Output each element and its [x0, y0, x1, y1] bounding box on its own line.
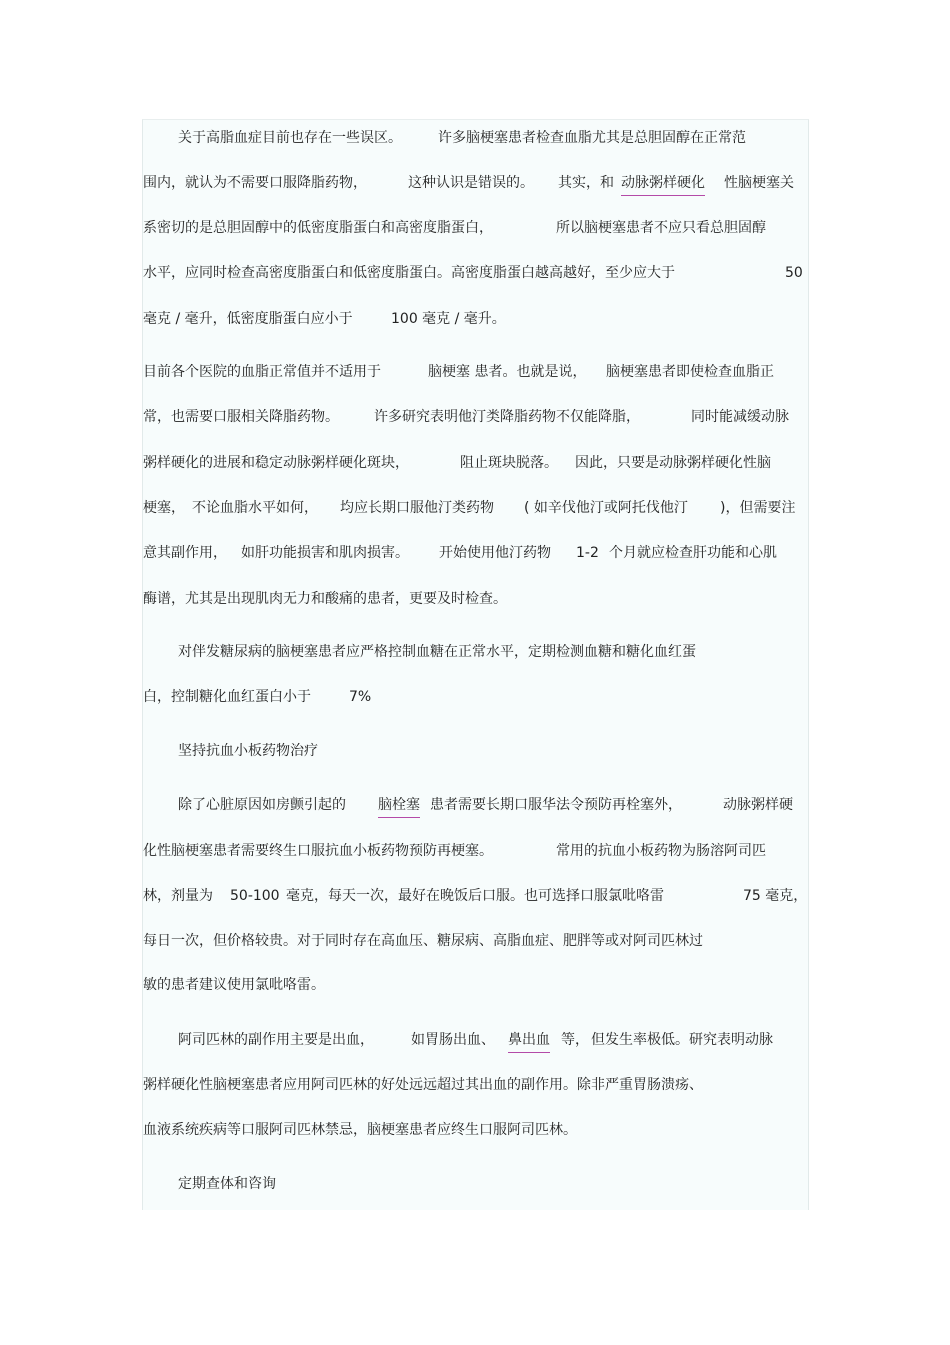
text-segment: 均应长期口服他汀类药物 [340, 500, 494, 516]
text-segment: 梗塞， [143, 500, 185, 516]
paragraph-2-line-6 [143, 589, 806, 609]
text-segment: 这种认识是错误的。 [408, 175, 534, 191]
text-segment: 酶谱，尤其是出现肌肉无力和酸痛的患者，更要及时检查。 [143, 591, 507, 607]
text-segment: 粥样硬化的进展和稳定动脉粥样硬化斑块， [143, 455, 409, 471]
text-segment: 常用的抗血小板药物为肠溶阿司匹 [556, 843, 766, 859]
text-segment: 同时能减缓动脉 [691, 409, 789, 425]
text-segment: 不论血脂水平如何， [192, 500, 318, 516]
text-segment: )，但需要注 [720, 500, 796, 516]
text-segment: 开始使用他汀药物 [439, 545, 551, 561]
text-segment: 如胃肠出血、 [411, 1032, 495, 1048]
text-segment: 目前各个医院的血脂正常值并不适用于 [143, 364, 381, 380]
text-segment: 毫克，每天一次，最好在晚饭后口服。也可选择口服氯吡咯雷 [286, 888, 664, 904]
text-segment: 血液系统疾病等口服阿司匹林禁忌，脑梗塞患者应终生口服阿司匹林。 [143, 1122, 577, 1138]
text-segment: 每日一次，但价格较贵。对于同时存在高血压、糖尿病、高脂血症、肥胖等或对阿司匹林过 [143, 933, 703, 949]
text-segment: 性脑梗塞关 [724, 175, 794, 191]
text-segment: 个月就应检查肝功能和心肌 [609, 545, 777, 561]
paragraph-3-line-2 [143, 687, 806, 707]
text-segment: 对伴发糖尿病的脑梗塞患者应严格控制血糖在正常水平，定期检测血糖和糖化血红蛋 [178, 644, 696, 660]
text-segment: 其实，和 [558, 175, 614, 191]
text-segment: 动脉粥样硬 [723, 797, 793, 813]
text-segment: 50 [785, 265, 803, 281]
text-segment: 许多研究表明他汀类降脂药物不仅能降脂， [374, 409, 640, 425]
text-segment: 敏的患者建议使用氯吡咯雷。 [143, 977, 325, 993]
heading-text: 定期查体和咨询 [178, 1176, 276, 1192]
paragraph-5-line-2 [143, 1075, 806, 1095]
text-segment: 但发生率极低。研究表明动脉 [591, 1032, 773, 1048]
link-atherosclerosis[interactable]: 动脉粥样硬化 [621, 173, 705, 196]
paragraph-1-line-1 [143, 128, 806, 148]
paragraph-5-line-3 [143, 1120, 806, 1140]
paragraph-4-line-2 [143, 841, 806, 861]
paragraph-2-line-3 [143, 453, 806, 473]
text-segment: 阻止斑块脱落。 [460, 455, 558, 471]
text-segment: 系密切的是总胆固醇中的低密度脂蛋白和高密度脂蛋白， [143, 220, 493, 236]
paragraph-4-line-4 [143, 931, 806, 951]
section-heading [143, 741, 806, 761]
text-segment: 因此，只要是动脉粥样硬化性脑 [575, 455, 771, 471]
text-segment: 75 毫克， [743, 888, 808, 904]
text-segment: 许多脑梗塞患者检查血脂尤其是总胆固醇在正常范 [438, 130, 746, 146]
section-heading [143, 1174, 806, 1194]
paragraph-1-line-5 [143, 309, 806, 329]
text-segment: 1-2 [576, 545, 599, 561]
text-segment: 林，剂量为 [143, 888, 213, 904]
text-segment: 等， [561, 1032, 589, 1048]
link-cerebral-embolism[interactable]: 脑栓塞 [378, 795, 420, 818]
text-segment: 患者需要长期口服华法令预防再栓塞外， [430, 797, 682, 813]
paragraph-1-line-4 [143, 263, 806, 283]
paragraph-3-line-1 [143, 642, 806, 662]
text-segment: 如肝功能损害和肌肉损害。 [241, 545, 409, 561]
paragraph-2-line-2 [143, 407, 806, 427]
text-segment: 围内，就认为不需要口服降脂药物， [143, 175, 367, 191]
text-segment: 化性脑梗塞患者需要终生口服抗血小板药物预防再梗塞。 [143, 843, 493, 859]
text-segment: 脑梗塞 患者。也就是说， [428, 364, 587, 380]
text-segment: 毫克 / 毫升，低密度脂蛋白应小于 [143, 311, 353, 327]
text-segment: 意其副作用， [143, 545, 227, 561]
text-segment: 粥样硬化性脑梗塞患者应用阿司匹林的好处远远超过其出血的副作用。除非严重胃肠溃疡、 [143, 1077, 703, 1093]
text-segment: 脑梗塞患者即使检查血脂正 [606, 364, 774, 380]
text-segment: 白，控制糖化血红蛋白小于 [143, 689, 311, 705]
text-segment: 50-100 [230, 888, 280, 904]
paragraph-4-line-3 [143, 886, 806, 906]
paragraph-4-line-5 [143, 975, 806, 995]
paragraph-2-line-4 [143, 498, 806, 518]
text-segment: 关于高脂血症目前也存在一些误区。 [178, 130, 402, 146]
paragraph-5-line-1 [143, 1030, 806, 1050]
paragraph-1-line-3 [143, 218, 806, 238]
paragraph-2-line-1 [143, 362, 806, 382]
paragraph-2-line-5 [143, 543, 806, 563]
text-segment: 阿司匹林的副作用主要是出血， [178, 1032, 374, 1048]
text-segment: 100 毫克 / 毫升。 [391, 311, 506, 327]
text-segment: 除了心脏原因如房颤引起的 [178, 797, 346, 813]
heading-text: 坚持抗血小板药物治疗 [178, 743, 318, 759]
paragraph-1-line-2 [143, 173, 806, 193]
link-nosebleed[interactable]: 鼻出血 [508, 1030, 550, 1053]
text-segment: 常，也需要口服相关降脂药物。 [143, 409, 339, 425]
text-segment: 水平，应同时检查高密度脂蛋白和低密度脂蛋白。高密度脂蛋白越高越好，至少应大于 [143, 265, 675, 281]
text-segment: ( 如辛伐他汀或阿托伐他汀 [524, 500, 688, 516]
paragraph-4-line-1 [143, 795, 806, 815]
text-segment: 7% [349, 689, 372, 705]
text-segment: 所以脑梗塞患者不应只看总胆固醇 [556, 220, 766, 236]
